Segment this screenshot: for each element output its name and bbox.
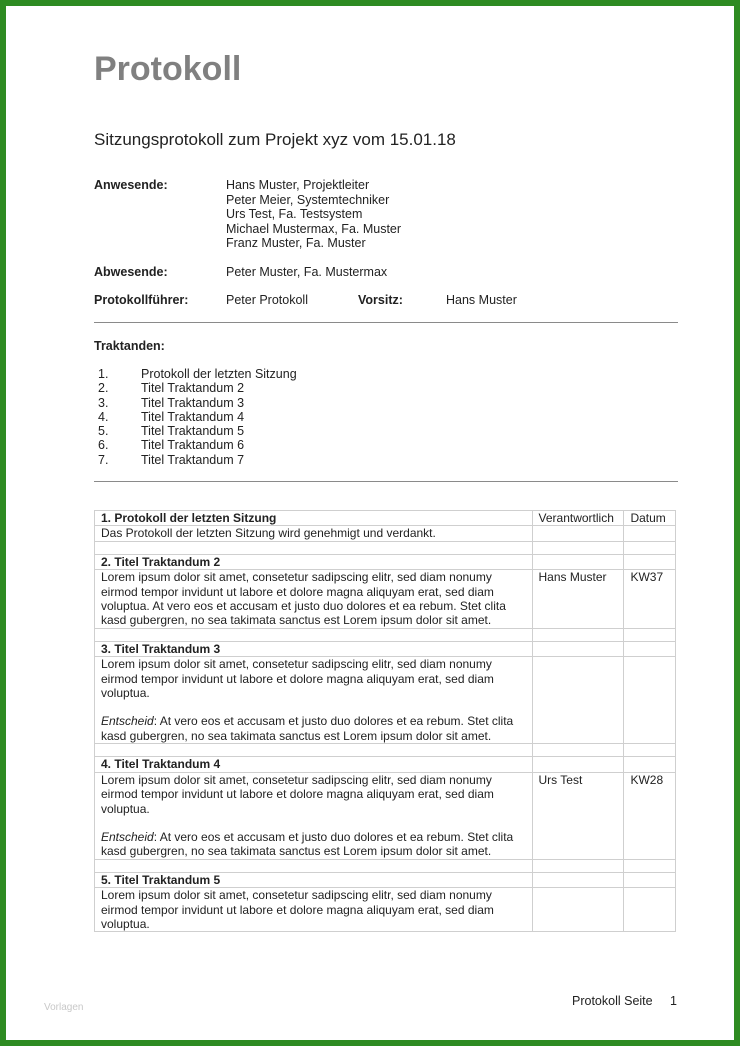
document-title: Protokoll [94, 50, 242, 88]
section-content [95, 772, 533, 859]
agenda-label: Traktanden: [94, 339, 165, 353]
page-number: 1 [669, 994, 677, 1008]
section-decision: Entscheid: At vero eos et accusam et justo duo dolores et ea rebum. Stet clita kasd gubergren, no sea takimata sanctus est Lorem ipsum dolor sit amet. [101, 829, 514, 859]
table-row [95, 554, 676, 569]
section-body: Lorem ipsum dolor sit amet, consetetur sadipscing elitr, sed diam nonumy eirmod tempor invidunt ut labore et dolore magna aliquyam erat, sed diam voluptua. [101, 657, 494, 701]
section-body: Lorem ipsum dolor sit amet, consetetur sadipscing elitr, sed diam nonumy eirmod tempor invidunt ut labore et dolore magna aliquyam erat, sed diam voluptua. At vero eos et accusam et justo duo dolores et ea rebum. Stet clita kasd gubergren, no sea takimata sanctus est Lorem ipsum dolor sit amet. [95, 570, 533, 629]
attendee: Franz Muster, Fa. Muster [226, 236, 366, 250]
table-row [95, 772, 676, 859]
absentees-value: Peter Muster, Fa. Mustermax [226, 265, 388, 279]
minute-taker-value: Peter Protokoll [226, 293, 308, 307]
section-body: Lorem ipsum dolor sit amet, consetetur sadipscing elitr, sed diam nonumy eirmod tempor invidunt ut labore et dolore magna aliquyam erat, sed diam voluptua. [101, 772, 494, 816]
table-row [95, 872, 676, 887]
agenda-item: 3. Titel Traktandum 3 [98, 395, 245, 410]
minute-taker-label: Protokollführer: [94, 293, 189, 307]
section-decision: Entscheid: At vero eos et accusam et justo duo dolores et ea rebum. Stet clita kasd gubergren, no sea takimata sanctus est Lorem ipsum dolor sit amet. [101, 714, 514, 743]
table-row [95, 570, 676, 629]
minutes-table [94, 510, 676, 932]
table-row [95, 744, 676, 757]
table-row [95, 526, 676, 541]
chair-value: Hans Muster [446, 293, 517, 307]
agenda-item: 1. Protokoll der letzten Sitzung [98, 367, 297, 381]
absentees-label: Abwesende: [94, 265, 168, 279]
table-row [95, 757, 676, 772]
table-row [95, 628, 676, 641]
document-subtitle: Sitzungsprotokoll zum Projekt xyz vom 15.01.18 [94, 130, 456, 149]
section-body: Lorem ipsum dolor sit amet, consetetur sadipscing elitr, sed diam nonumy eirmod tempor invidunt ut labore et dolore magna aliquyam erat, sed diam voluptua. [95, 888, 533, 932]
section-title: 3. Titel Traktandum 3 [95, 641, 533, 656]
attendees-label: Anwesende: [94, 178, 168, 192]
table-row [95, 541, 676, 554]
section-date [624, 657, 676, 744]
section-title: 5. Titel Traktandum 5 [95, 872, 533, 887]
column-header-date: Datum [624, 511, 676, 526]
attendee: Urs Test, Fa. Testsystem [226, 207, 363, 221]
section-responsible [532, 526, 624, 541]
agenda-list [98, 367, 297, 467]
section-date: KW28 [624, 772, 676, 859]
agenda-item: 2. Titel Traktandum 2 [98, 381, 245, 396]
section-responsible [532, 657, 624, 744]
section-title: 1. Protokoll der letzten Sitzung [95, 511, 533, 526]
section-title: 2. Titel Traktandum 2 [95, 554, 533, 569]
attendee: Peter Meier, Systemtechniker [226, 192, 390, 207]
section-responsible [532, 888, 624, 932]
attendee: Hans Muster, Projektleiter [226, 178, 370, 192]
attendee: Michael Mustermax, Fa. Muster [226, 221, 402, 236]
section-date [624, 888, 676, 932]
decision-label: Entscheid [101, 829, 154, 844]
column-header-responsible: Verantwortlich [532, 511, 624, 526]
watermark: Vorlagen [44, 1002, 84, 1013]
agenda-item: 6. Titel Traktandum 6 [98, 438, 245, 453]
table-row [95, 888, 676, 932]
section-body: Das Protokoll der letzten Sitzung wird genehmigt und verdankt. [95, 526, 533, 541]
table-row [95, 511, 676, 526]
page-footer: Protokoll Seite 1 [572, 994, 677, 1008]
attendees-list [226, 178, 401, 251]
section-responsible: Hans Muster [532, 570, 624, 629]
divider-line [94, 481, 678, 482]
table-row [95, 657, 676, 744]
agenda-item: 5. Titel Traktandum 5 [98, 424, 245, 439]
agenda-item: 4. Titel Traktandum 4 [98, 409, 245, 424]
section-date [624, 526, 676, 541]
section-date: KW37 [624, 570, 676, 629]
section-title: 4. Titel Traktandum 4 [95, 757, 533, 772]
divider-line [94, 322, 678, 323]
chair-label: Vorsitz: [358, 293, 403, 307]
table-row [95, 859, 676, 872]
section-responsible: Urs Test [532, 772, 624, 859]
agenda-item: 7. Titel Traktandum 7 [98, 452, 245, 467]
decision-label: Entscheid [101, 714, 154, 729]
section-content [95, 657, 533, 744]
table-row [95, 641, 676, 656]
